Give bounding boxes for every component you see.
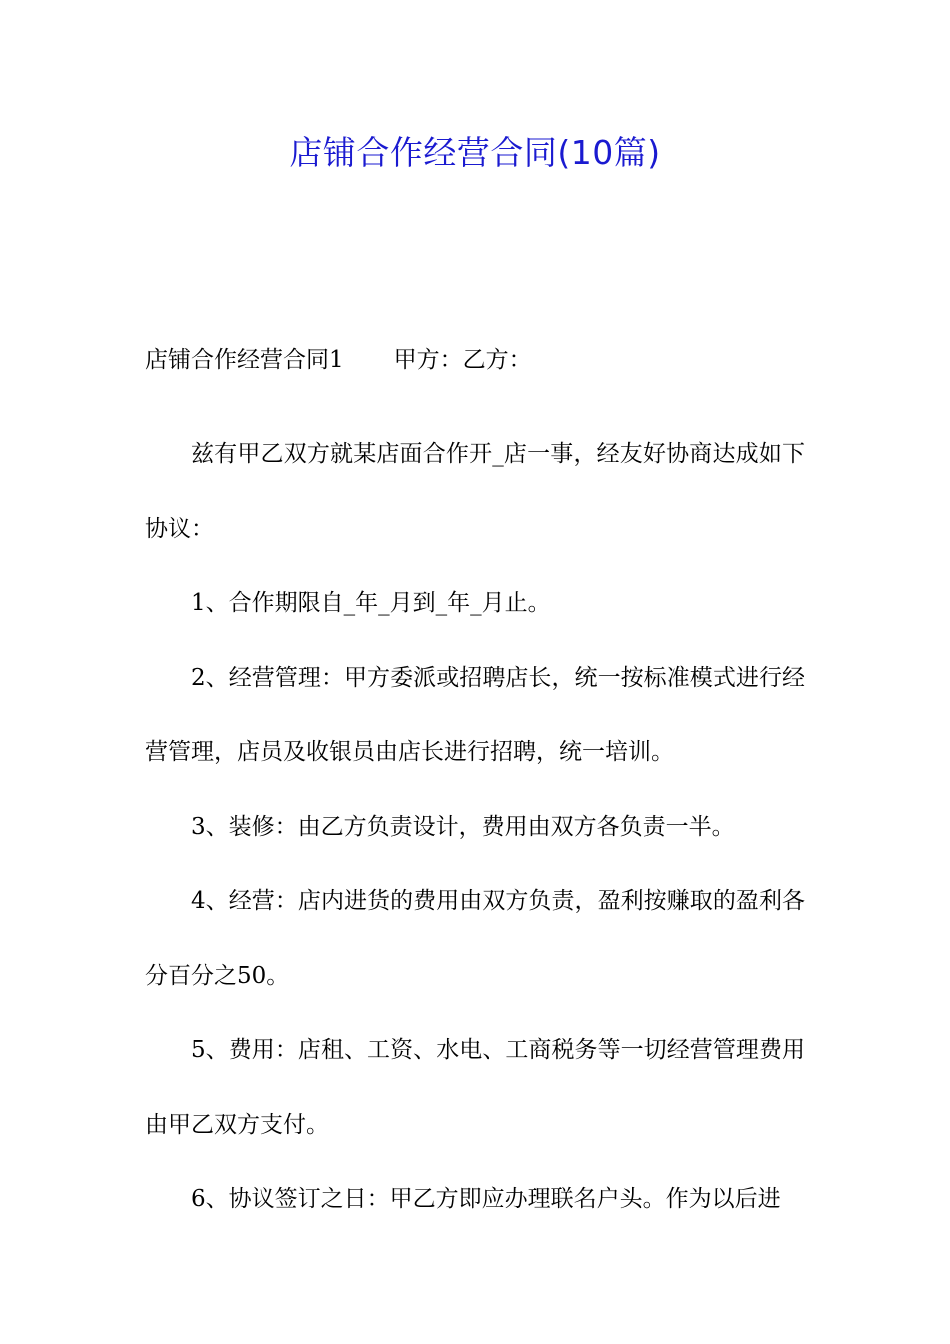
paragraph-clause-2: 2、经营管理：甲方委派或招聘店长，统一按标准模式进行经营管理，店员及收银员由店长进行招聘，统一培训。 [145, 664, 805, 765]
section-heading: 店铺合作经营合同1 [145, 347, 344, 373]
document-title: 店铺合作经营合同(10篇) [289, 133, 661, 172]
contract-body [145, 417, 805, 1237]
paragraph-clause-4: 4、经营：店内进货的费用由双方负责，盈利按赚取的盈利各分百分之50。 [145, 888, 805, 989]
paragraph-clause-6: 6、协议签订之日：甲乙方即应办理联名户头。作为以后进 [191, 1186, 781, 1212]
parties-line: 甲方：乙方： [393, 347, 532, 373]
paragraph-intro: 兹有甲乙双方就某店面合作开_店一事，经友好协商达成如下协议： [145, 441, 805, 542]
paragraph-clause-5: 5、费用：店租、工资、水电、工商税务等一切经营管理费用由甲乙双方支付。 [145, 1037, 805, 1138]
section-heading-line [145, 342, 532, 378]
paragraph-clause-3: 3、装修：由乙方负责设计，费用由双方各负责一半。 [191, 813, 735, 840]
paragraph-clause-1: 1、合作期限自_年_月到_年_月止。 [191, 590, 551, 616]
